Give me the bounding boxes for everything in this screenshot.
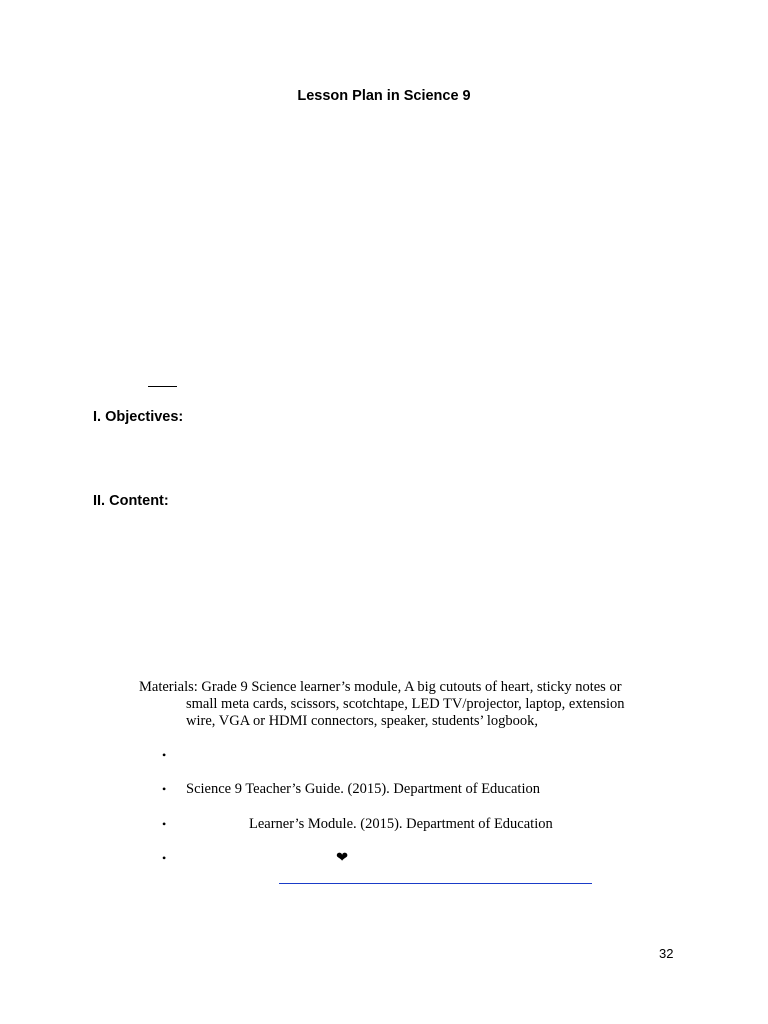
materials-line: wire, VGA or HDMI connectors, speaker, students’ logbook, xyxy=(186,713,539,729)
bullet-icon: • xyxy=(162,748,167,762)
short-rule-divider xyxy=(148,386,177,387)
bullet-icon: • xyxy=(162,817,167,831)
bullet-icon: • xyxy=(162,782,167,796)
document-title: Lesson Plan in Science 9 xyxy=(297,88,471,104)
hyperlink-underline[interactable] xyxy=(279,883,592,884)
heart-icon: ❤ xyxy=(336,850,349,866)
objectives-heading: I. Objectives: xyxy=(93,409,184,425)
bullet-icon: • xyxy=(162,851,167,865)
reference-text: Science 9 Teacher’s Guide. (2015). Department of Education xyxy=(186,781,540,797)
page-number: 32 xyxy=(659,946,674,961)
materials-line: small meta cards, scissors, scotchtape, LED TV/projector, laptop, extension xyxy=(186,696,625,712)
materials-paragraph xyxy=(139,679,664,730)
materials-line: Materials: Grade 9 Science learner’s module, A big cutouts of heart, sticky notes or xyxy=(139,679,622,695)
content-heading: II. Content: xyxy=(93,493,169,509)
reference-text: Learner’s Module. (2015). Department of Education xyxy=(249,816,553,832)
